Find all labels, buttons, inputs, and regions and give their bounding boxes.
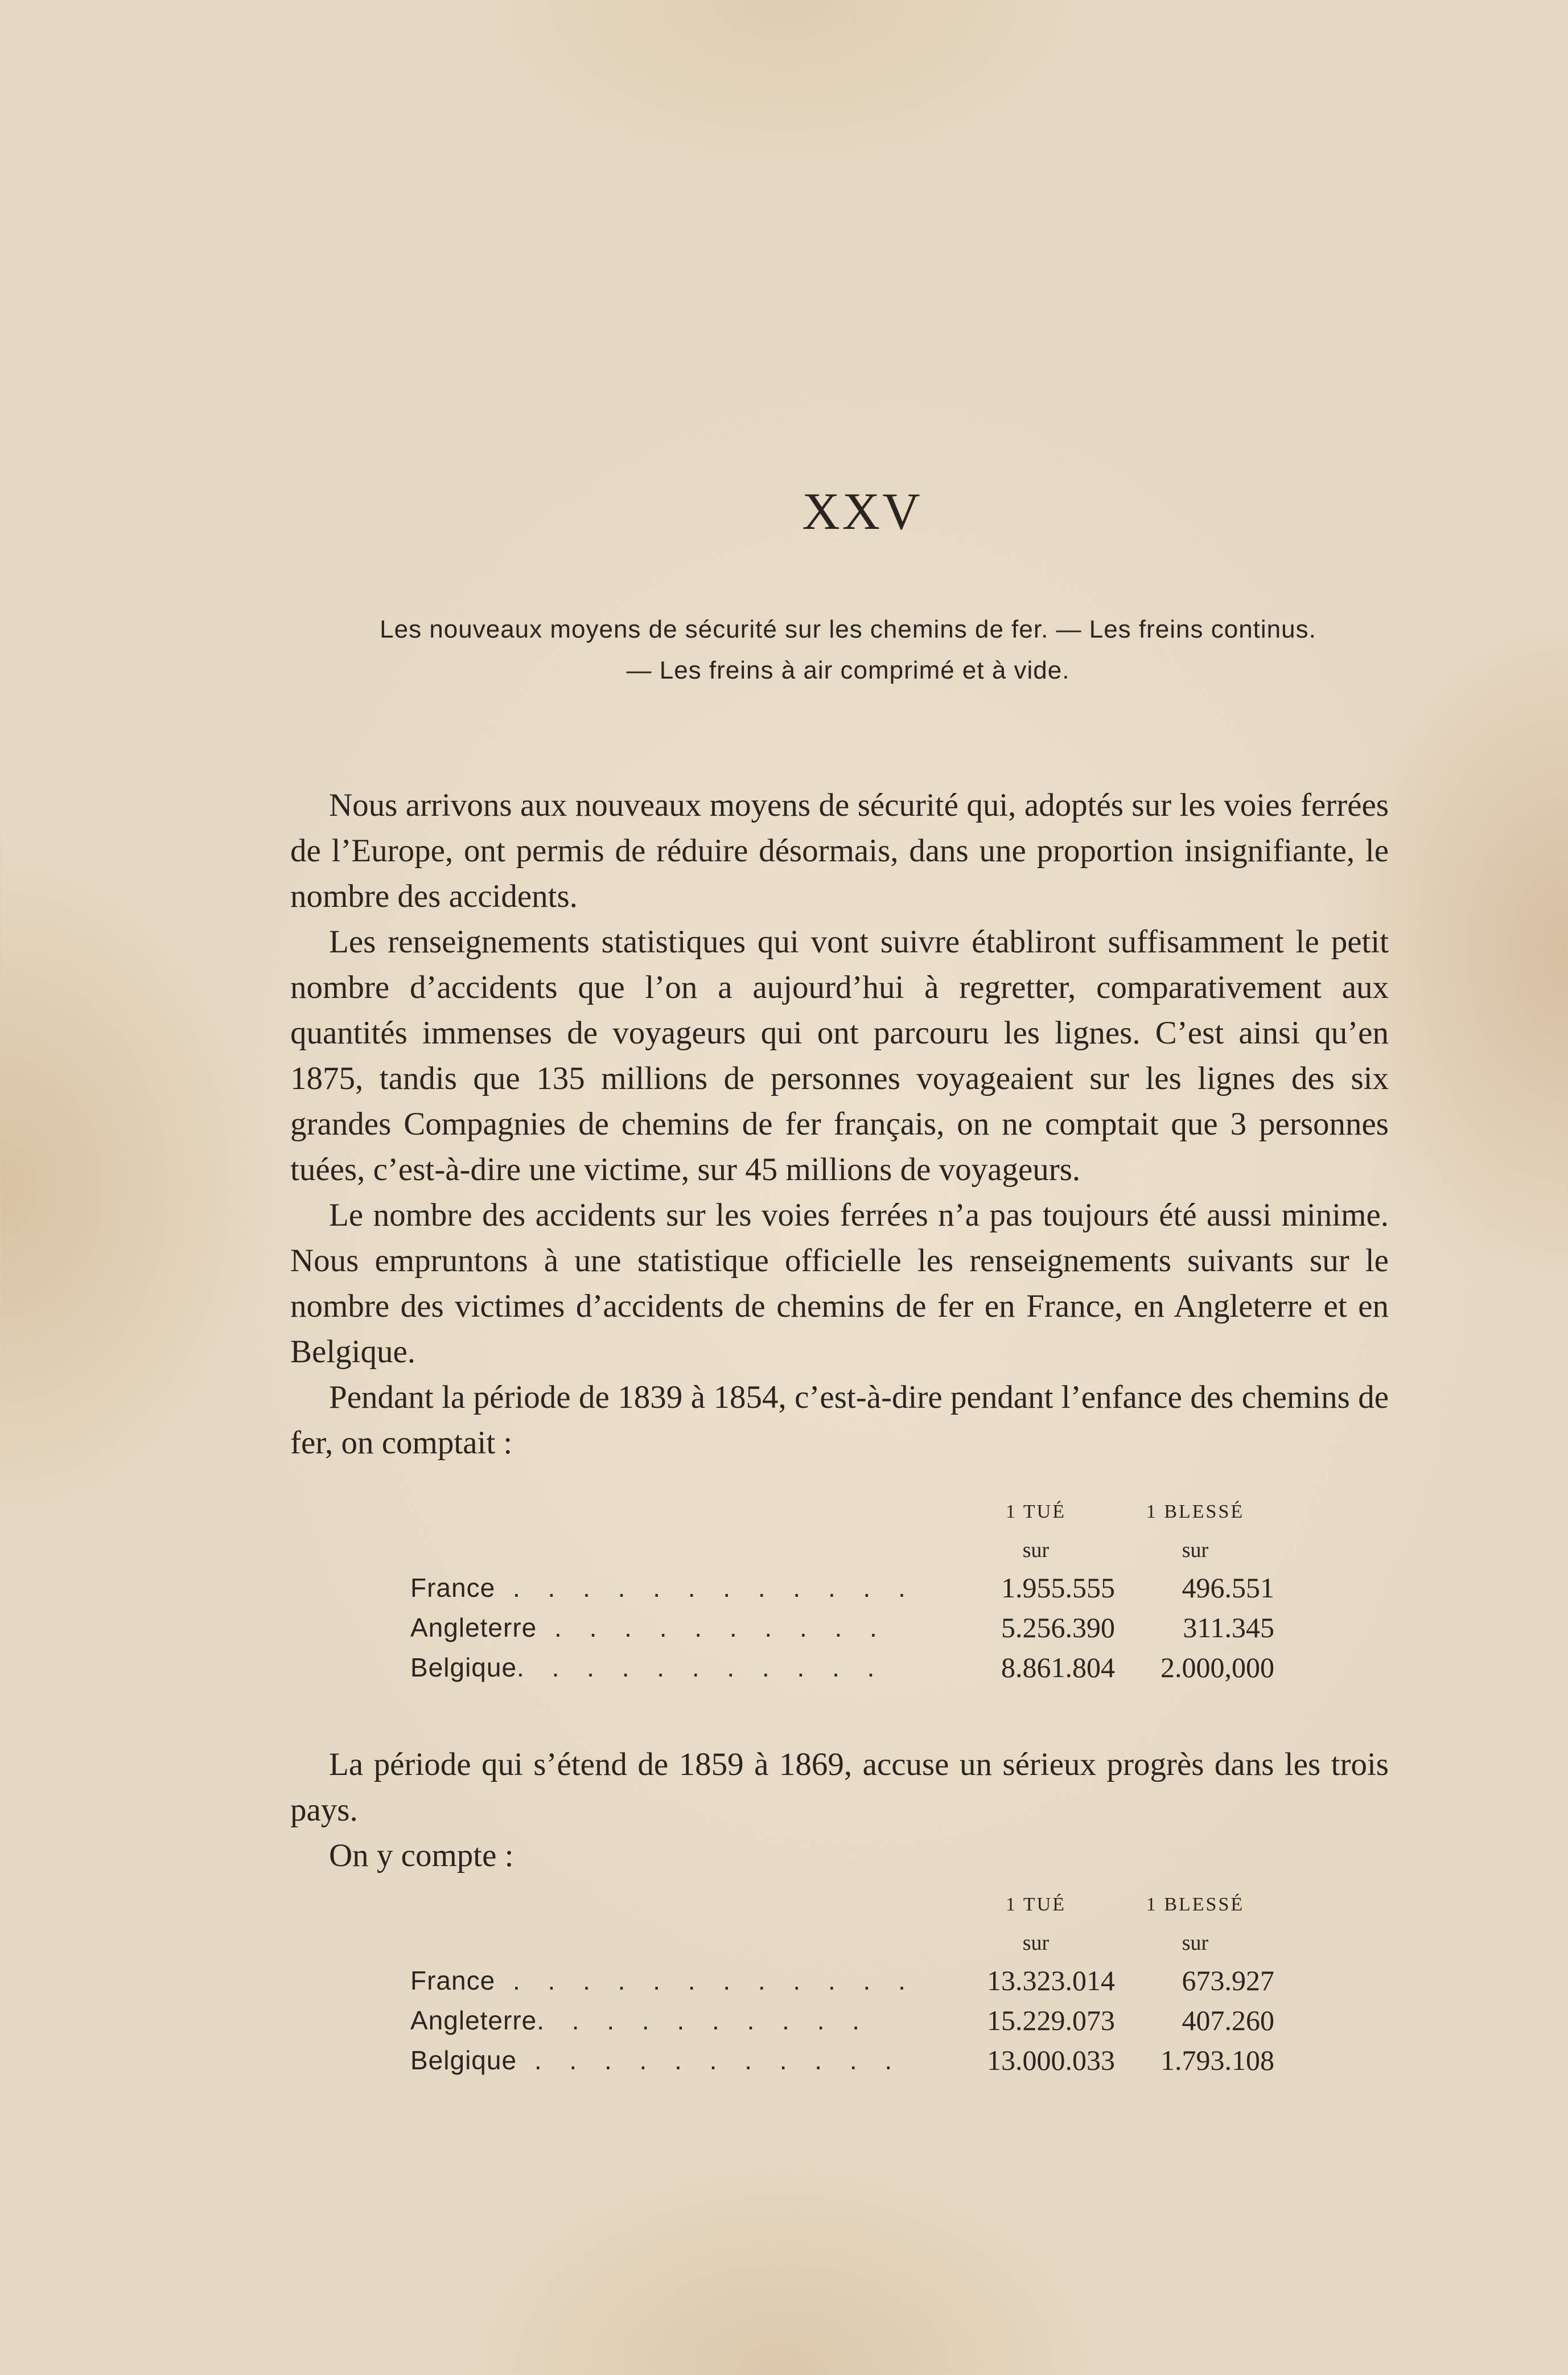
body-text-2 bbox=[290, 1742, 1389, 1879]
header-injured: 1 BLESSÉ bbox=[1146, 1894, 1245, 1915]
paragraph-1: Nous arrivons aux nouveaux moyens de sécurité qui, adoptés sur les voies ferrées de l’Europe, ont permis de réduire désormais, dans une proportion insignifiante, le nombre des accidents. bbox=[290, 787, 1389, 914]
header-killed: 1 TUÉ bbox=[1006, 1501, 1066, 1522]
country-name: France bbox=[410, 1573, 496, 1602]
paragraph-6: On y compte : bbox=[329, 1838, 514, 1873]
subheader-killed: sur bbox=[1022, 1931, 1050, 1955]
killed-value: 13.000.033 bbox=[987, 2044, 1115, 2076]
statistics-table-1839-1854 bbox=[410, 1491, 1275, 1687]
injured-value: 1.793.108 bbox=[1160, 2044, 1274, 2076]
chapter-subtitle bbox=[296, 609, 1400, 691]
table-row bbox=[410, 2040, 1275, 2080]
country-name: Belgique bbox=[410, 2045, 517, 2075]
killed-value: 15.229.073 bbox=[987, 2004, 1115, 2036]
table-subheader bbox=[410, 1532, 1275, 1568]
country-name: Angleterre bbox=[410, 2006, 537, 2035]
statistics-table-1859-1869 bbox=[410, 1884, 1275, 2080]
paragraph-4: Pendant la période de 1839 à 1854, c’est-à-dire pendant l’enfance des chemins de fer, on comptait : bbox=[290, 1379, 1389, 1461]
injured-value: 673.927 bbox=[1182, 1965, 1274, 1996]
country-name: France bbox=[410, 1966, 496, 1995]
injured-value: 496.551 bbox=[1182, 1572, 1274, 1604]
subheader-killed: sur bbox=[1022, 1538, 1050, 1562]
leader-dots: . . . . . . . . . . . . bbox=[495, 1966, 916, 1995]
injured-value: 2.000,000 bbox=[1160, 1651, 1274, 1683]
table-row bbox=[410, 1961, 1275, 2000]
subheader-injured: sur bbox=[1182, 1538, 1209, 1562]
subheader-injured: sur bbox=[1182, 1931, 1209, 1955]
body-text bbox=[290, 783, 1389, 1466]
chapter-subtitle-line-2: — Les freins à air comprimé et à vide. bbox=[626, 656, 1070, 684]
table-header bbox=[410, 1491, 1275, 1532]
chapter-number: XXV bbox=[802, 482, 923, 540]
table-row bbox=[410, 1608, 1275, 1647]
leader-dots: . . . . . . . . . . . . bbox=[495, 1573, 916, 1602]
leader-dots: . . . . . . . . . . . bbox=[517, 2045, 903, 2075]
injured-value: 407.260 bbox=[1182, 2004, 1274, 2036]
killed-value: 1.955.555 bbox=[1001, 1572, 1115, 1604]
table-subheader bbox=[410, 1925, 1275, 1961]
table-row bbox=[410, 2000, 1275, 2040]
leader-dots: . . . . . . . . . . bbox=[537, 1613, 887, 1642]
country-name: Belgique bbox=[410, 1653, 517, 1682]
table-row bbox=[410, 1568, 1275, 1608]
table-row bbox=[410, 1647, 1275, 1687]
killed-value: 13.323.014 bbox=[987, 1965, 1115, 1996]
table-header bbox=[410, 1884, 1275, 1925]
chapter-subtitle-line-1: Les nouveaux moyens de sécurité sur les chemins de fer. — Les freins continus. bbox=[380, 615, 1316, 643]
killed-value: 8.861.804 bbox=[1001, 1651, 1115, 1683]
injured-value: 311.345 bbox=[1183, 1612, 1274, 1643]
leader-dots: . . . . . . . . . . bbox=[537, 2006, 870, 2035]
header-killed: 1 TUÉ bbox=[1006, 1894, 1066, 1915]
paragraph-5: La période qui s’étend de 1859 à 1869, accuse un sérieux progrès dans les trois pays. bbox=[290, 1747, 1389, 1828]
leader-dots: . . . . . . . . . . . bbox=[517, 1653, 885, 1682]
header-injured: 1 BLESSÉ bbox=[1146, 1501, 1245, 1522]
country-name: Angleterre bbox=[410, 1613, 537, 1642]
paragraph-2: Les renseignements statistiques qui vont suivre établiront suffisamment le petit nombre d’accidents que l’on a aujourd’hui à regretter, comparativement aux quantités immenses de voyageurs qui ont parcouru les lignes. C’est ainsi qu’en 1875, tandis que 135 millions de personnes voyageaient sur les lignes des six grandes Compagnies de chemins de fer français, on ne comptait que 3 personnes tuées, c’est-à-dire une victime, sur 45 millions de voyageurs. bbox=[290, 924, 1389, 1188]
killed-value: 5.256.390 bbox=[1001, 1612, 1115, 1643]
paragraph-3: Le nombre des accidents sur les voies ferrées n’a pas toujours été aussi minime. Nous empruntons à une statistique officielle les renseignements suivants sur le nombre des victimes d’accidents de chemins de fer en France, en Angleterre et en Belgique. bbox=[290, 1197, 1389, 1370]
